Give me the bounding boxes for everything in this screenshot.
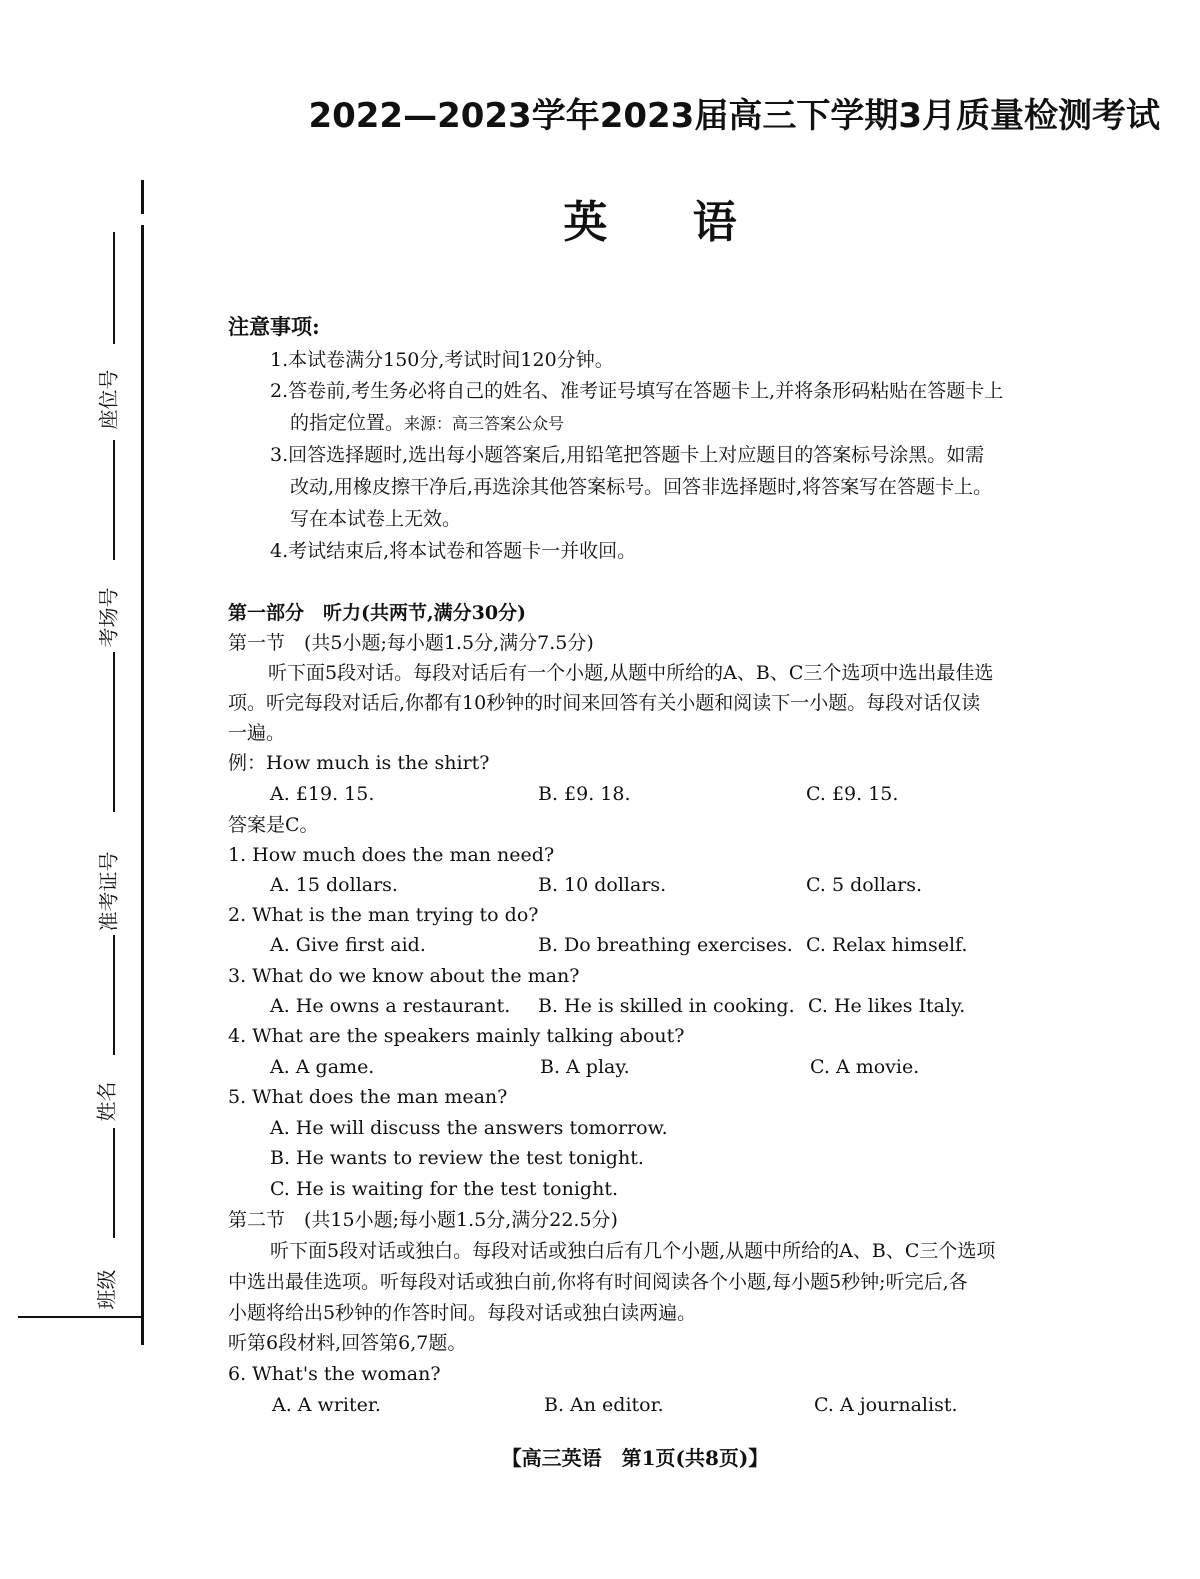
q5-option-a: A. He will discuss the answers tomorrow. bbox=[270, 1117, 668, 1139]
q2-option-b: B. Do breathing exercises. bbox=[538, 934, 793, 956]
class-label: 班级 bbox=[94, 1269, 119, 1310]
q4-option-a: A. A game. bbox=[270, 1056, 375, 1078]
example-question: 例：How much is the shirt? bbox=[228, 752, 490, 774]
q2-option-c: C. Relax himself. bbox=[806, 934, 968, 956]
admission-number-label: 准考证号 bbox=[96, 851, 121, 932]
example-option-a: A. £19. 15. bbox=[270, 783, 375, 805]
seat-number-label: 座位号 bbox=[96, 369, 121, 430]
page-footer: 【高三英语 第1页(共8页)】 bbox=[501, 1446, 769, 1470]
q6-option-a: A. A writer. bbox=[272, 1394, 381, 1416]
question-4: 4. What are the speakers mainly talking about? bbox=[228, 1025, 685, 1047]
notice-item-2: 2.答卷前,考生务必将自己的姓名、准考证号填写在答题卡上,并将条形码粘贴在答题卡上 bbox=[270, 380, 1004, 402]
material-6-note: 听第6段材料,回答第6,7题。 bbox=[228, 1332, 467, 1354]
q1-option-a: A. 15 dollars. bbox=[270, 874, 398, 896]
section2-instructions-3: 小题将给出5秒钟的作答时间。每段对话或独白读两遍。 bbox=[228, 1302, 697, 1324]
notice-item-2-tail: 的指定位置。 bbox=[290, 412, 405, 434]
seat-underline-2 bbox=[113, 440, 115, 560]
subject-title bbox=[0, 186, 1200, 250]
admission-underline bbox=[113, 935, 115, 1055]
q3-option-c: C. He likes Italy. bbox=[808, 995, 966, 1017]
room-underline bbox=[113, 652, 115, 812]
q5-option-c: C. He is waiting for the test tonight. bbox=[270, 1178, 618, 1200]
margin-vertical-rule bbox=[141, 225, 144, 1345]
question-6: 6. What's the woman? bbox=[228, 1363, 441, 1385]
section2-instructions-1: 听下面5段对话或独白。每段对话或独白后有几个小题,从题中所给的A、B、C三个选项 bbox=[270, 1240, 996, 1262]
q1-option-b: B. 10 dollars. bbox=[538, 874, 667, 896]
q6-option-b: B. An editor. bbox=[544, 1394, 664, 1416]
subject-char-1: 英 bbox=[563, 197, 608, 248]
name-underline bbox=[113, 1128, 115, 1238]
section1-heading: 第一节 (共5小题;每小题1.5分,满分7.5分) bbox=[228, 632, 594, 654]
notice-item-1: 1.本试卷满分150分,考试时间120分钟。 bbox=[270, 349, 614, 371]
subject-char-2: 语 bbox=[692, 197, 737, 248]
section1-instructions-3: 一遍。 bbox=[228, 722, 286, 744]
q1-option-c: C. 5 dollars. bbox=[806, 874, 923, 896]
section2-instructions-2: 中选出最佳选项。听每段对话或独白前,你将有时间阅读各个小题,每小题5秒钟;听完后,各 bbox=[228, 1271, 968, 1293]
section2-heading: 第二节 (共15小题;每小题1.5分,满分22.5分) bbox=[228, 1209, 618, 1231]
example-answer: 答案是C。 bbox=[228, 814, 319, 836]
example-option-b: B. £9. 18. bbox=[538, 783, 631, 805]
notice-item-4: 4.考试结束后,将本试卷和答题卡一并收回。 bbox=[270, 540, 637, 562]
source-note: 来源：高三答案公众号 bbox=[404, 414, 565, 433]
q3-option-a: A. He owns a restaurant. bbox=[270, 995, 511, 1017]
section1-instructions-2: 项。听完每段对话后,你都有10秒钟的时间来回答有关小题和阅读下一小题。每段对话仅读 bbox=[228, 692, 981, 714]
q4-option-c: C. A movie. bbox=[810, 1056, 920, 1078]
margin-horizontal-rule bbox=[18, 1316, 144, 1318]
q6-option-c: C. A journalist. bbox=[814, 1394, 958, 1416]
exam-room-label: 考场号 bbox=[96, 587, 121, 648]
question-1: 1. How much does the man need? bbox=[228, 844, 555, 866]
notice-item-3: 3.回答选择题时,选出每小题答案后,用铅笔把答题卡上对应题目的答案标号涂黑。如需 bbox=[270, 444, 985, 466]
example-option-c: C. £9. 15. bbox=[806, 783, 899, 805]
question-5: 5. What does the man mean? bbox=[228, 1086, 508, 1108]
notice-heading: 注意事项: bbox=[228, 314, 320, 339]
notice-item-3-cont-1: 改动,用橡皮擦干净后,再选涂其他答案标号。回答非选择题时,将答案写在答题卡上。 bbox=[290, 476, 993, 498]
section1-instructions-1: 听下面5段对话。每段对话后有一个小题,从题中所给的A、B、C三个选项中选出最佳选 bbox=[268, 662, 994, 684]
q4-option-b: B. A play. bbox=[540, 1056, 630, 1078]
question-2: 2. What is the man trying to do? bbox=[228, 904, 539, 926]
q2-option-a: A. Give first aid. bbox=[270, 934, 426, 956]
q3-option-b: B. He is skilled in cooking. bbox=[538, 995, 795, 1017]
exam-title: 2022—2023学年2023届高三下学期3月质量检测考试 bbox=[308, 96, 1160, 136]
q5-option-b: B. He wants to review the test tonight. bbox=[270, 1147, 644, 1169]
question-3: 3. What do we know about the man? bbox=[228, 965, 580, 987]
part1-heading: 第一部分 听力(共两节,满分30分) bbox=[228, 602, 527, 624]
name-label: 姓名 bbox=[94, 1081, 119, 1122]
notice-item-2-cont bbox=[290, 408, 564, 439]
notice-item-3-cont-2: 写在本试卷上无效。 bbox=[290, 508, 462, 530]
